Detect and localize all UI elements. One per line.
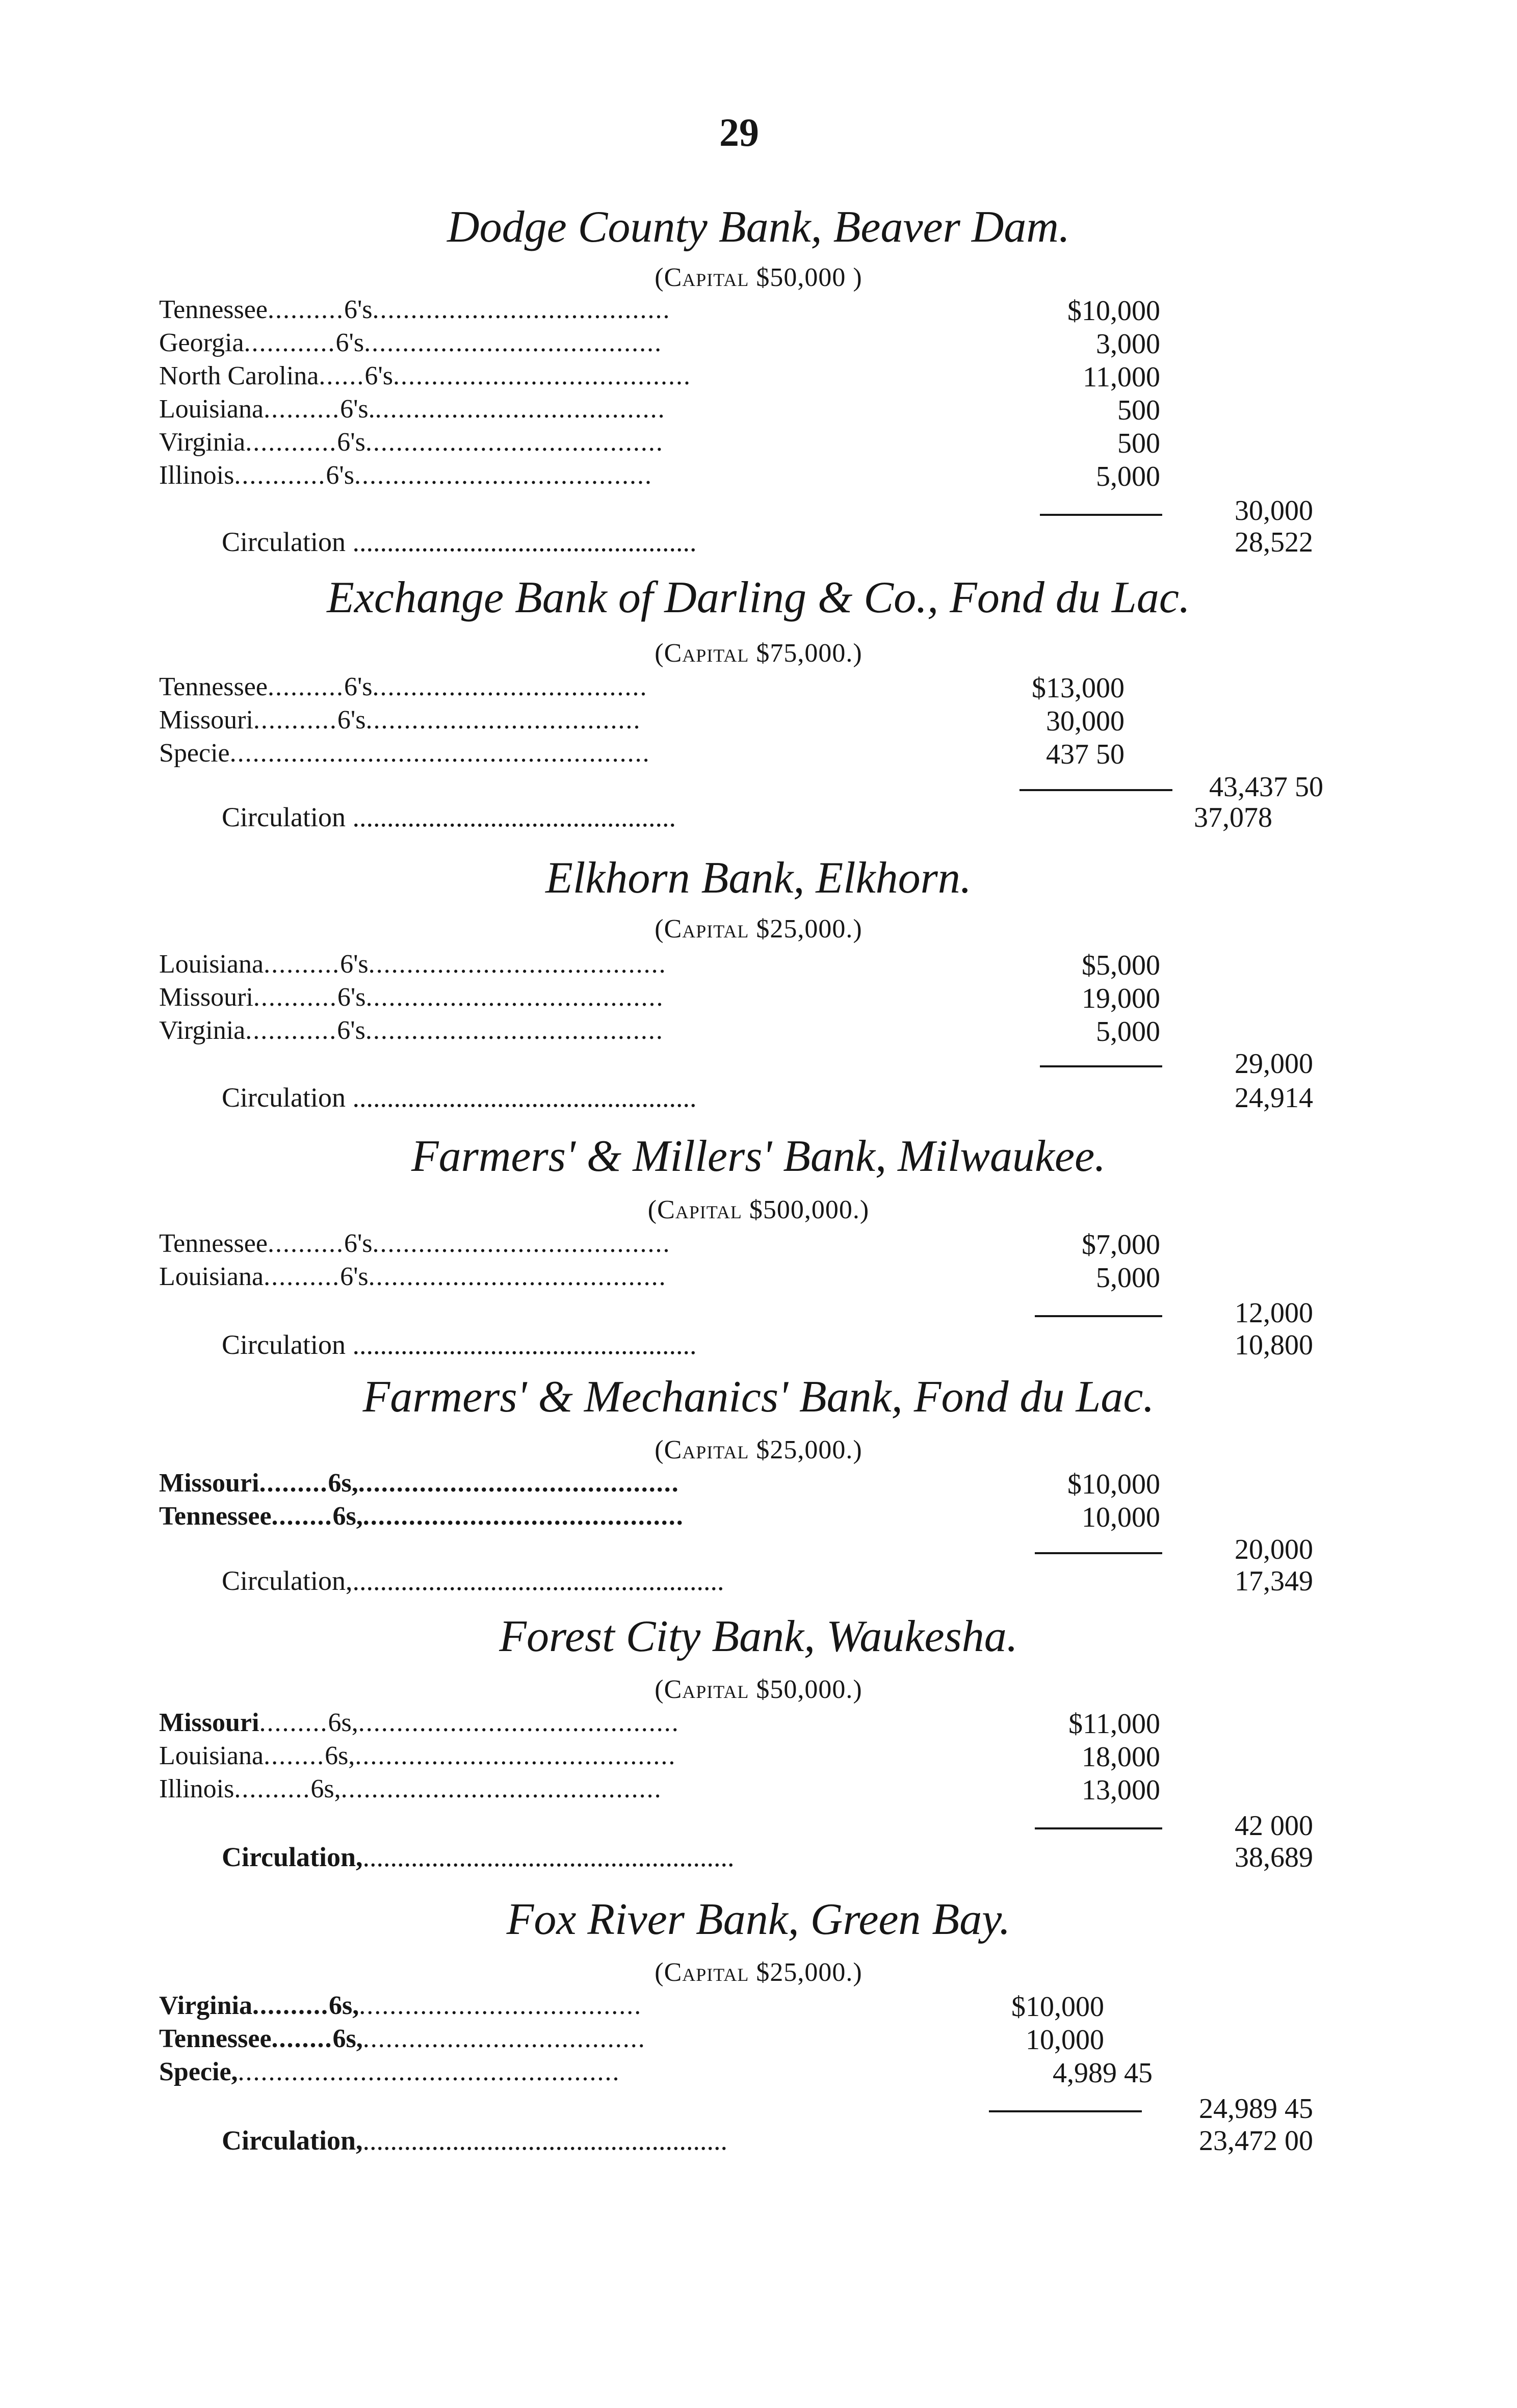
state-name: Virginia bbox=[159, 1016, 246, 1045]
holding-row: Tennessee........6s,.......................................... 10,000 bbox=[159, 1502, 1160, 1533]
state-name: Louisiana bbox=[159, 1262, 264, 1291]
holding-row: Virginia..........6s,..................................... $10,000 bbox=[159, 1991, 1104, 2023]
circulation-amount: 37,078 bbox=[1194, 802, 1272, 833]
circulation-label: Circulation bbox=[222, 527, 346, 557]
bond-rate: 6s, bbox=[325, 1741, 355, 1770]
circulation-label: Circulation bbox=[222, 1329, 346, 1360]
holding-amount: $10,000 bbox=[1011, 1991, 1104, 2023]
holding-row: Missouri.........6s,.......................................... $10,000 bbox=[159, 1469, 1160, 1500]
bond-rate: 6's. bbox=[340, 395, 375, 424]
holding-amount: $10,000 bbox=[1067, 295, 1160, 327]
holding-amount: 4,989 45 bbox=[1053, 2057, 1153, 2089]
bank-title: Fox River Bank, Green Bay. bbox=[506, 1895, 1011, 1944]
total-row bbox=[0, 2092, 1517, 2126]
state-name: Virginia bbox=[159, 428, 246, 457]
bank-title: Elkhorn Bank, Elkhorn. bbox=[545, 853, 972, 903]
holding-row: Louisiana..........6's....................................... $5,000 bbox=[159, 950, 1160, 981]
total-amount: 29,000 bbox=[1235, 1048, 1313, 1080]
holding-amount: 500 bbox=[1117, 395, 1160, 426]
state-name: Illinois bbox=[159, 1774, 234, 1803]
circulation-label: Circulation bbox=[222, 802, 346, 832]
total-amount: 43,437 50 bbox=[1209, 771, 1323, 803]
holding-row: Louisiana..........6's....................................... 500 bbox=[159, 395, 1160, 426]
total-amount: 30,000 bbox=[1235, 495, 1313, 527]
total-row bbox=[0, 1810, 1517, 1843]
bank-title: Forest City Bank, Waukesha. bbox=[499, 1612, 1018, 1661]
circulation-row: Circulation .................................................. 10,800 bbox=[222, 1329, 1313, 1361]
holding-amount: 5,000 bbox=[1096, 1262, 1160, 1294]
holding-amount: 18,000 bbox=[1082, 1741, 1160, 1773]
bank-title: Farmers' & Mechanics' Bank, Fond du Lac. bbox=[362, 1372, 1155, 1422]
holding-row: Virginia............6's....................................... 5,000 bbox=[159, 1016, 1160, 1048]
capital-note: (Capital $25,000.) bbox=[655, 1435, 862, 1464]
bond-rate: 6's bbox=[344, 295, 373, 324]
bond-rate: 6's bbox=[337, 983, 366, 1012]
capital-note: (Capital $50,000 ) bbox=[655, 263, 862, 292]
bond-rate: 6's bbox=[337, 705, 366, 735]
holding-amount: $11,000 bbox=[1068, 1708, 1160, 1740]
holding-amount: $13,000 bbox=[1032, 672, 1124, 704]
holding-amount: 19,000 bbox=[1082, 983, 1160, 1014]
total-row bbox=[0, 1297, 1517, 1330]
circulation-row: Circulation .................................................. 24,914 bbox=[222, 1082, 1313, 1114]
holding-row: Tennessee..........6's.................................... $13,000 bbox=[159, 672, 1124, 704]
circulation-label: Circulation, bbox=[222, 1565, 353, 1596]
total-amount: 20,000 bbox=[1235, 1534, 1313, 1565]
total-amount: 42 000 bbox=[1235, 1810, 1313, 1842]
circulation-row: Circulation ............................................... 37,078 bbox=[222, 802, 1272, 833]
capital-note: (Capital $500,000.) bbox=[647, 1195, 870, 1224]
holding-row: Virginia............6's....................................... 500 bbox=[159, 428, 1160, 459]
state-name: Tennessee bbox=[159, 2024, 272, 2053]
bond-rate: 6's bbox=[340, 1262, 369, 1291]
state-name: Illinois bbox=[159, 461, 234, 490]
bond-rate: 6's bbox=[335, 328, 364, 357]
circulation-row: Circulation,...................................................... 17,349 bbox=[222, 1565, 1313, 1597]
circulation-label: Circulation, bbox=[222, 2125, 363, 2156]
holding-row: Missouri...........6's....................................... 19,000 bbox=[159, 983, 1160, 1014]
state-name: Missouri bbox=[159, 1469, 259, 1498]
total-row bbox=[0, 1048, 1517, 1081]
holding-row: Tennessee........6s,..................................... 10,000 bbox=[159, 2024, 1104, 2056]
bond-rate: 6's bbox=[340, 950, 369, 979]
state-name: Louisiana bbox=[159, 395, 264, 424]
state-name: Specie bbox=[159, 739, 230, 768]
circulation-row: Circulation,..................................................... 23,472 00 bbox=[222, 2125, 1313, 2157]
bond-rate: 6's bbox=[344, 1229, 373, 1258]
state-name: Missouri bbox=[159, 983, 253, 1012]
bond-rate: 6's bbox=[344, 672, 373, 701]
holding-amount: $5,000 bbox=[1082, 950, 1160, 981]
state-name: Tennessee bbox=[159, 1229, 268, 1258]
capital-note: (Capital $25,000.) bbox=[655, 1958, 862, 1987]
bond-rate: 6's bbox=[337, 1016, 365, 1045]
holding-row: Tennessee..........6's....................................... $10,000 bbox=[159, 295, 1160, 327]
holding-amount: 10,000 bbox=[1026, 2024, 1104, 2056]
circulation-amount: 17,349 bbox=[1235, 1565, 1313, 1597]
total-row bbox=[0, 1533, 1517, 1567]
holding-amount: 437 50 bbox=[1046, 739, 1124, 770]
holding-row: Specie....................................................... 437 50 bbox=[159, 739, 1124, 770]
circulation-label: Circulation, bbox=[222, 1842, 363, 1872]
holding-amount: 5,000 bbox=[1096, 1016, 1160, 1048]
bond-rate: 6s, bbox=[328, 1991, 359, 2020]
bond-rate: 6s, bbox=[332, 1502, 363, 1531]
circulation-amount: 24,914 bbox=[1235, 1082, 1313, 1114]
holding-row: Illinois..........6s,.......................................... 13,000 bbox=[159, 1774, 1160, 1806]
total-amount: 12,000 bbox=[1235, 1297, 1313, 1329]
circulation-amount: 28,522 bbox=[1235, 527, 1313, 558]
state-name: North Carolina bbox=[159, 361, 319, 390]
circulation-label: Circulation bbox=[222, 1082, 346, 1113]
state-name: Virginia bbox=[159, 1991, 252, 2020]
holding-amount: 10,000 bbox=[1082, 1502, 1160, 1533]
holding-row: Illinois............6's....................................... 5,000 bbox=[159, 461, 1160, 492]
holding-amount: 13,000 bbox=[1082, 1774, 1160, 1806]
bank-title: Exchange Bank of Darling & Co., Fond du Lac. bbox=[327, 573, 1190, 622]
holding-row: Missouri.........6s,.......................................... $11,000 bbox=[159, 1708, 1160, 1740]
circulation-row: Circulation,...................................................... 38,689 bbox=[222, 1842, 1313, 1873]
bond-rate: 6's bbox=[326, 461, 354, 490]
state-name: Tennessee bbox=[159, 1502, 272, 1531]
holding-amount: 11,000 bbox=[1083, 361, 1160, 393]
holding-amount: 30,000 bbox=[1046, 705, 1124, 737]
state-name: Louisiana bbox=[159, 950, 264, 979]
circulation-row: Circulation .................................................. 28,522 bbox=[222, 527, 1313, 558]
capital-note: (Capital $75,000.) bbox=[655, 639, 862, 668]
state-name: Georgia bbox=[159, 328, 244, 357]
bank-title: Dodge County Bank, Beaver Dam. bbox=[447, 202, 1070, 252]
state-name: Missouri bbox=[159, 705, 253, 735]
holding-amount: $10,000 bbox=[1067, 1469, 1160, 1500]
holding-row: Tennessee..........6's....................................... $7,000 bbox=[159, 1229, 1160, 1261]
holding-row: Louisiana..........6's....................................... 5,000 bbox=[159, 1262, 1160, 1294]
holding-row: Missouri...........6's.................................... 30,000 bbox=[159, 705, 1124, 737]
capital-note: (Capital $50,000.) bbox=[655, 1675, 862, 1704]
holding-row: Louisiana........6s,.......................................... 18,000 bbox=[159, 1741, 1160, 1773]
holding-amount: $7,000 bbox=[1082, 1229, 1160, 1261]
bond-rate: 6s, bbox=[328, 1469, 358, 1498]
holding-row: North Carolina......6's....................................... 11,000 bbox=[159, 361, 1160, 393]
state-name: Tennessee bbox=[159, 295, 268, 324]
holding-amount: 500 bbox=[1117, 428, 1160, 459]
bond-rate: 6s, bbox=[328, 1708, 358, 1737]
bond-rate: 6's bbox=[364, 361, 393, 390]
total-row bbox=[0, 771, 1517, 804]
holding-row: Georgia............6's....................................... 3,000 bbox=[159, 328, 1160, 360]
bond-rate: 6's bbox=[337, 428, 365, 457]
holding-amount: 3,000 bbox=[1096, 328, 1160, 360]
circulation-amount: 10,800 bbox=[1235, 1329, 1313, 1361]
holding-amount: 5,000 bbox=[1096, 461, 1160, 492]
capital-note: (Capital $25,000.) bbox=[655, 914, 862, 944]
bank-title: Farmers' & Millers' Bank, Milwaukee. bbox=[411, 1132, 1106, 1181]
total-row bbox=[0, 494, 1517, 528]
circulation-amount: 23,472 00 bbox=[1199, 2125, 1313, 2157]
bond-rate: 6s, bbox=[332, 2024, 363, 2053]
circulation-amount: 38,689 bbox=[1235, 1842, 1313, 1873]
holding-row: Specie,.................................................. 4,989 45 bbox=[159, 2057, 1153, 2089]
state-name: Tennessee bbox=[159, 672, 268, 701]
page-number: 29 bbox=[719, 110, 759, 154]
bond-rate: 6s, bbox=[310, 1774, 341, 1803]
state-name: Louisiana bbox=[159, 1741, 264, 1770]
state-name: Missouri bbox=[159, 1708, 259, 1737]
total-amount: 24,989 45 bbox=[1199, 2093, 1313, 2125]
state-name: Specie, bbox=[159, 2057, 238, 2086]
